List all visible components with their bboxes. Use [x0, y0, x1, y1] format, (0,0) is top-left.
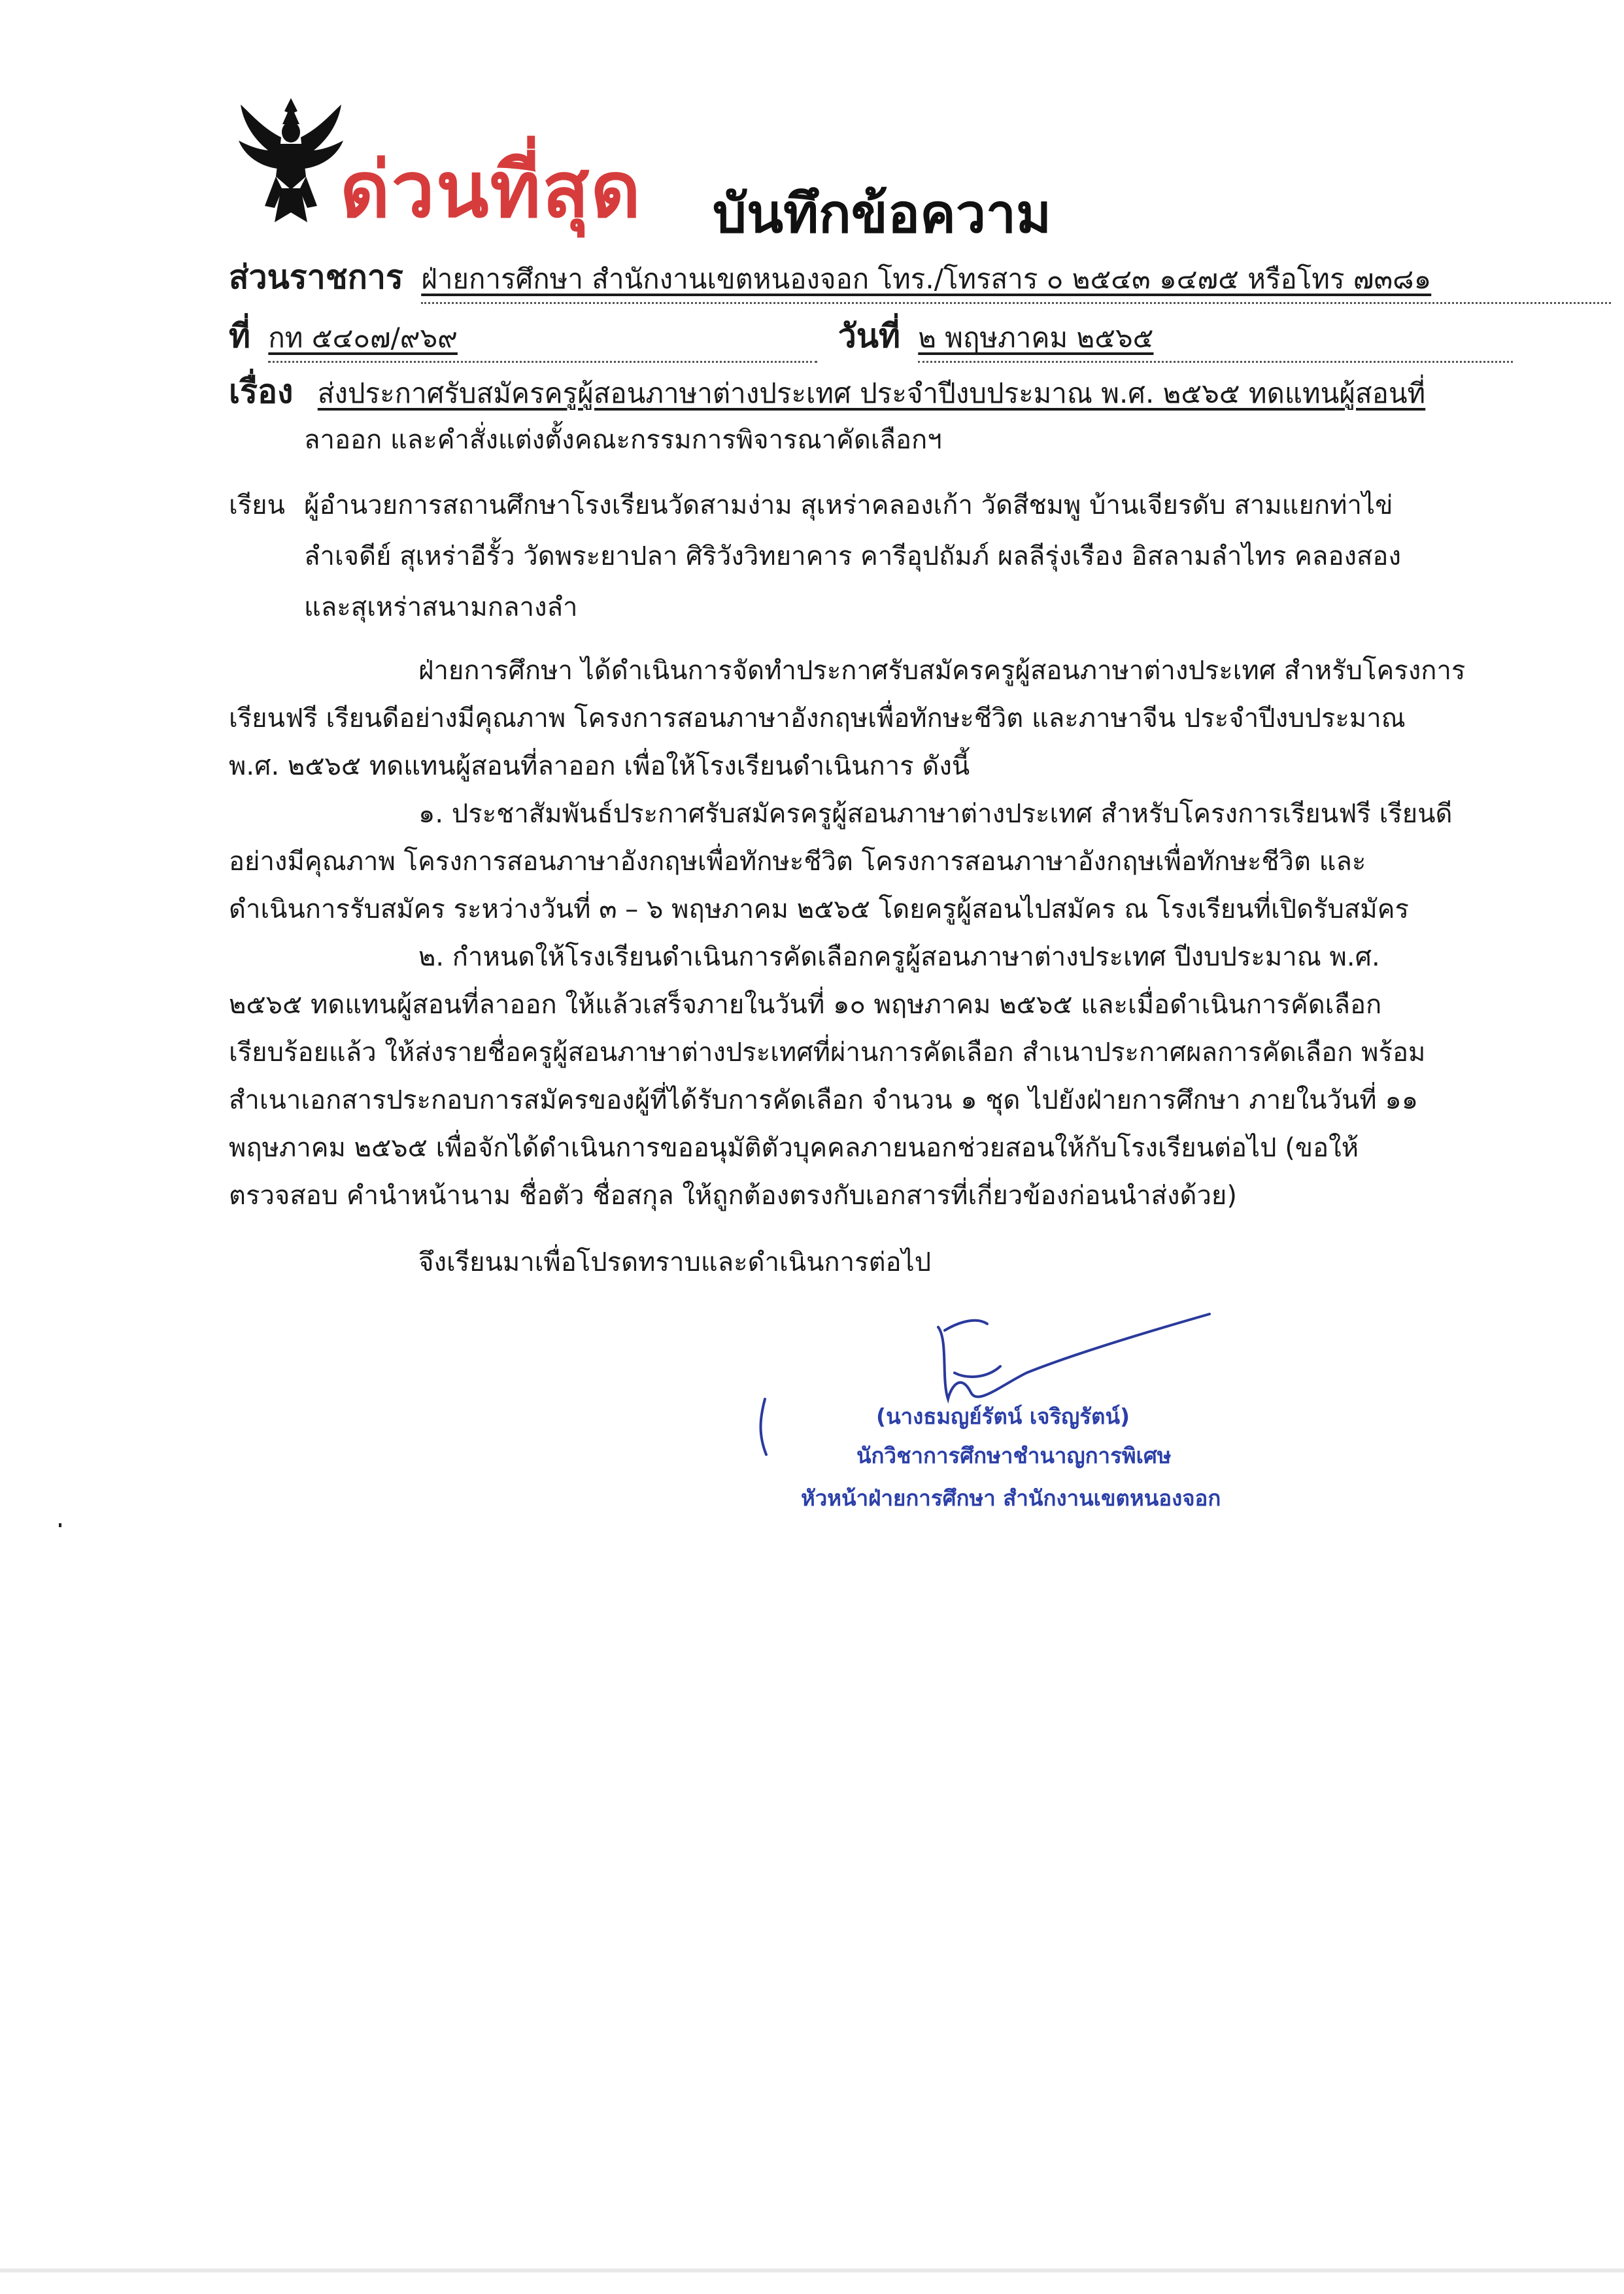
date-label: วันที่ — [837, 317, 900, 355]
body-line: พฤษภาคม ๒๕๖๕ เพื่อจักได้ดำเนินการขออนุมัติตัวบุคคลภายนอกช่วยสอนให้กับโรงเรียนต่อไป (ขอให้ — [229, 1133, 1359, 1163]
subject-line-2: ลาออก และคำสั่งแต่งตั้งคณะกรรมการพิจารณาคัดเลือกฯ — [304, 425, 942, 455]
body-line: อย่างมีคุณภาพ โครงการสอนภาษาอังกฤษเพื่อทักษะชีวิต โครงการสอนภาษาอังกฤษเพื่อทักษะชีวิต และ — [229, 847, 1366, 877]
signer-name: (นางธมญย์รัตน์ เจริญรัตน์) — [876, 1404, 1130, 1429]
body-line: ฝ่ายการศึกษา ได้ดำเนินการจัดทำประกาศรับสมัครครูผู้สอนภาษาต่างประเทศ สำหรับโครงการ — [418, 656, 1466, 686]
signer-position: นักวิชาการศึกษาชำนาญการพิเศษ — [856, 1443, 1172, 1468]
body-line: ๒. กำหนดให้โรงเรียนดำเนินการคัดเลือกครูผู้สอนภาษาต่างประเทศ ปีงบประมาณ พ.ศ. — [418, 942, 1380, 972]
date-value-text: ๒ พฤษภาคม ๒๕๖๕ — [918, 322, 1154, 354]
body-line: ตรวจสอบ คำนำหน้านาม ชื่อตัว ชื่อสกุล ให้ถูกต้องตรงกับเอกสารที่เกี่ยวข้องก่อนนำส่งด้วย) — [229, 1181, 1237, 1211]
closing-line: จึงเรียนมาเพื่อโปรดทราบและดำเนินการต่อไป — [418, 1247, 932, 1277]
ref-value — [268, 316, 817, 363]
garuda-emblem-icon — [235, 92, 347, 229]
salutation-line-1: ผู้อำนวยการสถานศึกษาโรงเรียนวัดสามง่าม สุเหร่าคลองเก้า วัดสีชมพู บ้านเจียรดับ สามแยกท่าไข่ — [304, 490, 1393, 520]
urgent-stamp: ด่วนที่สุด — [340, 144, 642, 235]
body-line: ๑. ประชาสัมพันธ์ประกาศรับสมัครครูผู้สอนภาษาต่างประเทศ สำหรับโครงการเรียนฟรี เรียนดี — [418, 799, 1453, 829]
scan-speck — [59, 1523, 61, 1527]
signer-title: หัวหน้าฝ่ายการศึกษา สำนักงานเขตหนองจอก — [801, 1485, 1221, 1511]
ref-label: ที่ — [229, 317, 250, 355]
subject-row — [229, 366, 1425, 418]
salutation-label: เรียน — [229, 490, 285, 520]
agency-value — [421, 258, 1611, 304]
salutation-line-2: ลำเจดีย์ สุเหร่าอีรั้ว วัดพระยาปลา ศิริวังวิทยาคาร คารีอุปถัมภ์ ผลลีรุ่งเรือง อิสลามลำไทร คลองสอง — [304, 541, 1401, 571]
agency-label: ส่วนราชการ — [229, 258, 403, 296]
body-line: สำเนาเอกสารประกอบการสมัครของผู้ที่ได้รับการคัดเลือก จำนวน ๑ ชุด ไปยังฝ่ายการศึกษา ภายในวันที่ ๑๑ — [229, 1085, 1419, 1115]
date-value — [918, 316, 1513, 363]
memo-title: บันทึกข้อความ — [713, 183, 1052, 245]
body-line: ๒๕๖๕ ทดแทนผู้สอนที่ลาออก ให้แล้วเสร็จภายในวันที่ ๑๐ พฤษภาคม ๒๕๖๕ และเมื่อดำเนินการคัดเลือก — [229, 990, 1382, 1020]
subject-label: เรื่อง — [229, 373, 294, 411]
body-line: พ.ศ. ๒๕๖๕ ทดแทนผู้สอนที่ลาออก เพื่อให้โรงเรียนดำเนินการ ดังนี้ — [229, 751, 970, 781]
subject-line-1: ส่งประกาศรับสมัครครูผู้สอนภาษาต่างประเทศ ประจำปีงบประมาณ พ.ศ. ๒๕๖๕ ทดแทนผู้สอนที่ — [317, 377, 1426, 409]
body-line: เรียนฟรี เรียนดีอย่างมีคุณภาพ โครงการสอนภาษาอังกฤษเพื่อทักษะชีวิต และภาษาจีน ประจำปีงบประมาณ — [229, 703, 1406, 734]
ref-value-text: กท ๕๔๐๗/๙๖๙ — [268, 322, 458, 354]
ref-row — [229, 311, 1513, 363]
scan-edge — [0, 2269, 1624, 2272]
body-line: ดำเนินการรับสมัคร ระหว่างวันที่ ๓ – ๖ พฤษภาคม ๒๕๖๕ โดยครูผู้สอนไปสมัคร ณ โรงเรียนที่เปิดรับสมัคร — [229, 894, 1409, 924]
agency-row — [229, 252, 1611, 304]
agency-value-text: ฝ่ายการศึกษา สำนักงานเขตหนองจอก โทร./โทรสาร ๐ ๒๕๔๓ ๑๔๗๕ หรือโทร ๗๓๘๑ — [421, 263, 1432, 295]
body-line: เรียบร้อยแล้ว ให้ส่งรายชื่อครูผู้สอนภาษาต่างประเทศที่ผ่านการคัดเลือก สำเนาประกาศผลการคัดเลือก พร้อม — [229, 1037, 1426, 1068]
salutation-line-3: และสุเหร่าสนามกลางลำ — [304, 592, 578, 622]
